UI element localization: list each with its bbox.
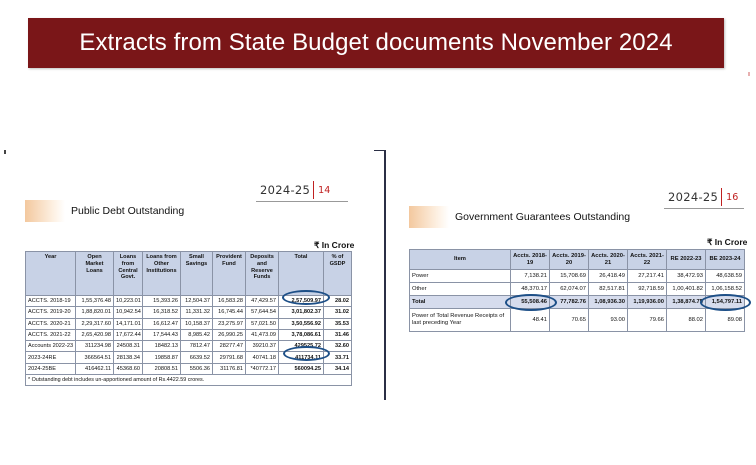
table-cell: 19858.87 bbox=[143, 352, 181, 363]
table-cell: 62,074.07 bbox=[550, 283, 589, 296]
table-cell: 3,50,556.92 bbox=[279, 318, 324, 329]
table-row bbox=[410, 309, 745, 332]
right-header-rule bbox=[664, 208, 744, 209]
table-cell: 33.71 bbox=[324, 352, 352, 363]
guarantees-table bbox=[409, 249, 745, 332]
table-cell: 14,171.01 bbox=[114, 318, 143, 329]
table-cell: 1,08,936.30 bbox=[589, 296, 628, 309]
banner-title: Extracts from State Budget documents November 2024 bbox=[79, 29, 673, 56]
column-header: RE 2022-23 bbox=[667, 250, 706, 270]
table-cell: 560094.25 bbox=[279, 363, 324, 374]
table-cell: 28138.34 bbox=[114, 352, 143, 363]
left-section-title bbox=[25, 200, 184, 222]
table-cell: 416462.11 bbox=[76, 363, 114, 374]
table-cell: 28.02 bbox=[324, 296, 352, 307]
right-page-year: 2024-25 bbox=[668, 190, 719, 204]
column-header: Accts. 2018-19 bbox=[511, 250, 550, 270]
title-accent bbox=[25, 200, 65, 222]
table-cell: 8,985.42 bbox=[181, 329, 213, 340]
table-cell: 16,612.47 bbox=[143, 318, 181, 329]
table-row bbox=[26, 296, 352, 307]
table-cell: 3,01,802.37 bbox=[279, 307, 324, 318]
column-header: Item bbox=[410, 250, 511, 270]
table-cell: 28277.47 bbox=[213, 341, 246, 352]
table-cell: 16,583.28 bbox=[213, 296, 246, 307]
table-cell: ACCTS. 2020-21 bbox=[26, 318, 76, 329]
table-cell: 57,021.50 bbox=[246, 318, 279, 329]
left-page-year: 2024-25 bbox=[260, 183, 311, 197]
table-cell: 45368.60 bbox=[114, 363, 143, 374]
table-cell: 89.08 bbox=[706, 309, 745, 332]
table-cell: 77,782.76 bbox=[550, 296, 589, 309]
footnote-row bbox=[26, 375, 352, 386]
table-cell: Power of Total Revenue Receipts of last preceding Year bbox=[410, 309, 511, 332]
public-debt-table bbox=[25, 251, 352, 386]
divider-tick bbox=[374, 150, 386, 151]
table-cell: 20808.51 bbox=[143, 363, 181, 374]
table-cell: 17,544.43 bbox=[143, 329, 181, 340]
table-cell: 35.53 bbox=[324, 318, 352, 329]
table-cell: 18482.13 bbox=[143, 341, 181, 352]
table-cell: 1,38,874.75 bbox=[667, 296, 706, 309]
table-cell: ACCTS. 2021-22 bbox=[26, 329, 76, 340]
table-cell: 1,54,797.11 bbox=[706, 296, 745, 309]
table-cell: 10,158.37 bbox=[181, 318, 213, 329]
column-header: BE 2023-24 bbox=[706, 250, 745, 270]
table-cell: Accounts 2022-23 bbox=[26, 341, 76, 352]
table-cell: 2,57,509.97 bbox=[279, 296, 324, 307]
table-row bbox=[26, 307, 352, 318]
table-cell: 39210.37 bbox=[246, 341, 279, 352]
table-cell: 48.41 bbox=[511, 309, 550, 332]
table-row bbox=[26, 352, 352, 363]
table-cell: 5506.36 bbox=[181, 363, 213, 374]
table-cell: Power bbox=[410, 270, 511, 283]
table-cell: 32.60 bbox=[324, 341, 352, 352]
document-divider bbox=[384, 150, 386, 400]
table-cell: 23,275.97 bbox=[213, 318, 246, 329]
left-title-text: Public Debt Outstanding bbox=[71, 205, 185, 217]
table-cell: 2023-24RE bbox=[26, 352, 76, 363]
table-cell: 11,331.32 bbox=[181, 307, 213, 318]
table-cell: 57,644.54 bbox=[246, 307, 279, 318]
table-cell: 29791.68 bbox=[213, 352, 246, 363]
table-cell: 1,19,936.00 bbox=[628, 296, 667, 309]
table-cell: 2,65,420.98 bbox=[76, 329, 114, 340]
table-cell: 55,508.46 bbox=[511, 296, 550, 309]
table-cell: 93.00 bbox=[589, 309, 628, 332]
column-header: Small Savings bbox=[181, 252, 213, 296]
table-cell: 2,29,317.60 bbox=[76, 318, 114, 329]
column-header: Deposits and Reserve Funds bbox=[246, 252, 279, 296]
right-title-text: Government Guarantees Outstanding bbox=[455, 211, 631, 223]
table-row bbox=[26, 341, 352, 352]
table-cell: 15,393.26 bbox=[143, 296, 181, 307]
left-page-header bbox=[260, 181, 330, 199]
table-row bbox=[410, 270, 745, 283]
column-header: Total bbox=[279, 252, 324, 296]
table-cell: 12,504.37 bbox=[181, 296, 213, 307]
total-row bbox=[410, 296, 745, 309]
table-cell: 15,708.69 bbox=[550, 270, 589, 283]
column-header: Accts. 2021-22 bbox=[628, 250, 667, 270]
column-header: Open Market Loans bbox=[76, 252, 114, 296]
table-cell: Other bbox=[410, 283, 511, 296]
table-cell: 24508.31 bbox=[114, 341, 143, 352]
table-cell: 70.65 bbox=[550, 309, 589, 332]
table-header-row bbox=[26, 252, 352, 296]
table-cell: 17,672.44 bbox=[114, 329, 143, 340]
table-cell: 7812.47 bbox=[181, 341, 213, 352]
column-header: Year bbox=[26, 252, 76, 296]
table-cell: 366564.51 bbox=[76, 352, 114, 363]
table-cell: ACCTS. 2019-20 bbox=[26, 307, 76, 318]
column-header: Accts. 2019-20 bbox=[550, 250, 589, 270]
table-cell: 1,55,376.48 bbox=[76, 296, 114, 307]
edge-mark bbox=[748, 72, 750, 76]
table-cell: 1,88,820.01 bbox=[76, 307, 114, 318]
right-unit-label: ₹ In Crore bbox=[707, 237, 748, 247]
table-cell: 31.02 bbox=[324, 307, 352, 318]
column-header: Loans from Other Institutions bbox=[143, 252, 181, 296]
table-cell: 16,745.44 bbox=[213, 307, 246, 318]
table-cell: 10,942.54 bbox=[114, 307, 143, 318]
table-cell: ACCTS. 2018-19 bbox=[26, 296, 76, 307]
table-cell: 6639.52 bbox=[181, 352, 213, 363]
table-cell: 2024-25BE bbox=[26, 363, 76, 374]
table-cell: 26,418.49 bbox=[589, 270, 628, 283]
table-cell: 34.14 bbox=[324, 363, 352, 374]
table-cell: 1,00,401.82 bbox=[667, 283, 706, 296]
table-cell: *40772.17 bbox=[246, 363, 279, 374]
right-page-header bbox=[668, 188, 738, 206]
table-cell: 411734.11 bbox=[279, 352, 324, 363]
table-cell: 16,318.52 bbox=[143, 307, 181, 318]
table-cell: 47,429.57 bbox=[246, 296, 279, 307]
table-cell: 31176.81 bbox=[213, 363, 246, 374]
table-cell: 38,472.93 bbox=[667, 270, 706, 283]
title-banner bbox=[28, 18, 724, 68]
table-cell: 1,06,158.52 bbox=[706, 283, 745, 296]
table-cell: 48,638.59 bbox=[706, 270, 745, 283]
column-header: Accts. 2020-21 bbox=[589, 250, 628, 270]
table-cell: 3,78,086.61 bbox=[279, 329, 324, 340]
column-header: Provident Fund bbox=[213, 252, 246, 296]
column-header: Loans from Central Govt. bbox=[114, 252, 143, 296]
table-cell: 31.46 bbox=[324, 329, 352, 340]
table-cell: 82,517.81 bbox=[589, 283, 628, 296]
right-page-number: 16 bbox=[721, 188, 738, 206]
table-row bbox=[410, 283, 745, 296]
left-header-rule bbox=[256, 201, 348, 202]
margin-mark bbox=[4, 150, 6, 154]
right-section-title bbox=[409, 206, 630, 228]
table-row bbox=[26, 329, 352, 340]
table-cell: 41,473.09 bbox=[246, 329, 279, 340]
left-page-number: 14 bbox=[313, 181, 330, 199]
table-cell: 26,990.25 bbox=[213, 329, 246, 340]
table-cell: 48,370.17 bbox=[511, 283, 550, 296]
table-cell: Total bbox=[410, 296, 511, 309]
table-cell: 27,217.41 bbox=[628, 270, 667, 283]
table-cell: 40741.18 bbox=[246, 352, 279, 363]
table-cell: 7,138.21 bbox=[511, 270, 550, 283]
table-cell: 79.66 bbox=[628, 309, 667, 332]
title-accent bbox=[409, 206, 449, 228]
table-cell: 429525.72 bbox=[279, 341, 324, 352]
table-header-row bbox=[410, 250, 745, 270]
table-cell: 88.02 bbox=[667, 309, 706, 332]
table-cell: 311234.98 bbox=[76, 341, 114, 352]
table-cell: 10,223.01 bbox=[114, 296, 143, 307]
footnote: * Outstanding debt includes un-apportioned amount of Rs.4422.59 crores. bbox=[26, 375, 352, 386]
table-cell: 92,718.59 bbox=[628, 283, 667, 296]
left-unit-label: ₹ In Crore bbox=[314, 240, 355, 250]
table-row bbox=[26, 363, 352, 374]
column-header: % of GSDP bbox=[324, 252, 352, 296]
table-row bbox=[26, 318, 352, 329]
